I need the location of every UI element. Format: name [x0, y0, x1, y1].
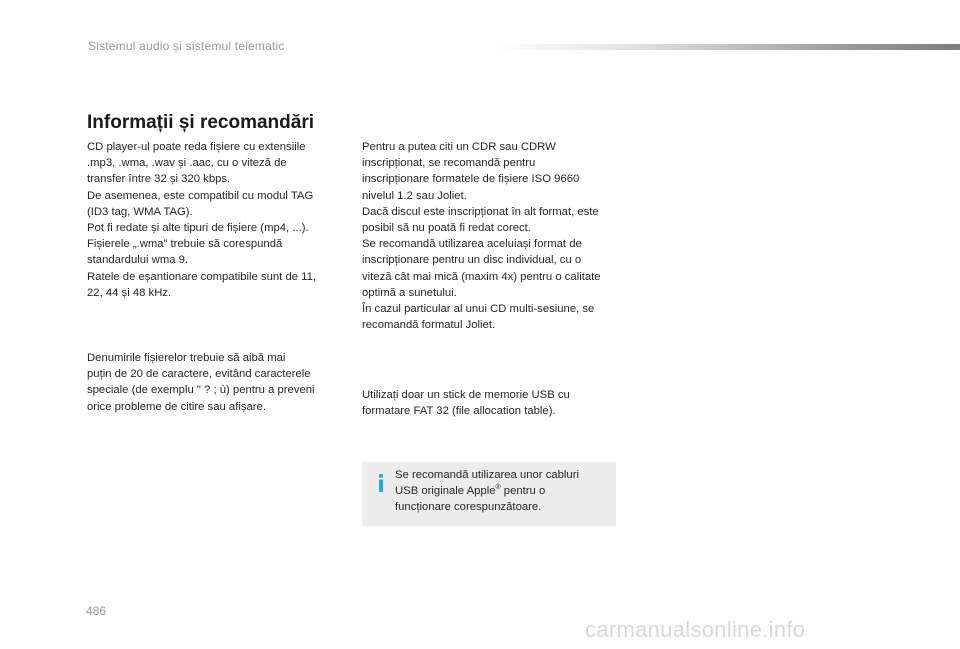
site-watermark: carmanualsonline.info [585, 617, 806, 642]
info-note-line [395, 483, 607, 499]
info-note-text [395, 467, 607, 516]
info-note-apple: USB originale Apple [395, 485, 496, 498]
section-title: Informații și recomandări [87, 112, 315, 133]
cdr-burning-paragraph: Pentru a putea citi un CDR sau CDRW inscripționat, se recomandă pentru inscripționare formatele de fișiere ISO 9660 nivelul 1.2 sau Joliet. Dacă discul este inscripționat în alt format, este posibil să nu poată fi redat corect. Se recomandă utilizarea aceluiași format de inscripționare pentru un disc individual, cu o viteză cât mai mică (maxim 4x) pentru o calitate optimă a sunetului. În cazul particular al unui CD multi-sesiune, se recomandă formatul Joliet. [362, 141, 601, 332]
info-note-box [362, 462, 616, 526]
running-header-title: Sistemul audio și sistemul telematic [88, 39, 285, 53]
cd-formats-paragraph: CD player-ul poate reda fișiere cu extensiile .mp3, .wma, .wav și .aac, cu o viteză de transfer între 32 și 320 kbps. De asemenea, este compatibil cu modul TAG (ID3 tag, WMA TAG). Pot fi redate și alte tipuri de fișiere (mp4, ...). Fișierele „.wma” trebuie să corespundă standardului wma 9. Ratele de eșantionare compatibile sunt de 11, 22, 44 și 48 kHz. [87, 141, 317, 299]
usb-format-paragraph: Utilizați doar un stick de memorie USB cu formatare FAT 32 (file allocation table). [362, 389, 570, 418]
info-icon [376, 474, 386, 492]
info-note-line-end: pentru o [500, 485, 546, 498]
page-number: 486 [86, 604, 107, 618]
info-note-line: funcționare corespunzătoare. [395, 501, 542, 514]
header-gradient-bar [490, 44, 960, 50]
info-note-line: Se recomandă utilizarea unor cabluri [395, 469, 579, 481]
registered-mark: ® [495, 484, 501, 492]
file-names-paragraph: Denumirile fișierelor trebuie să aibă mai puțin de 20 de caractere, evitând caracterele speciale (de exemplu " ? ; ù) pentru a preveni orice probleme de citire sau afișare. [87, 352, 315, 413]
